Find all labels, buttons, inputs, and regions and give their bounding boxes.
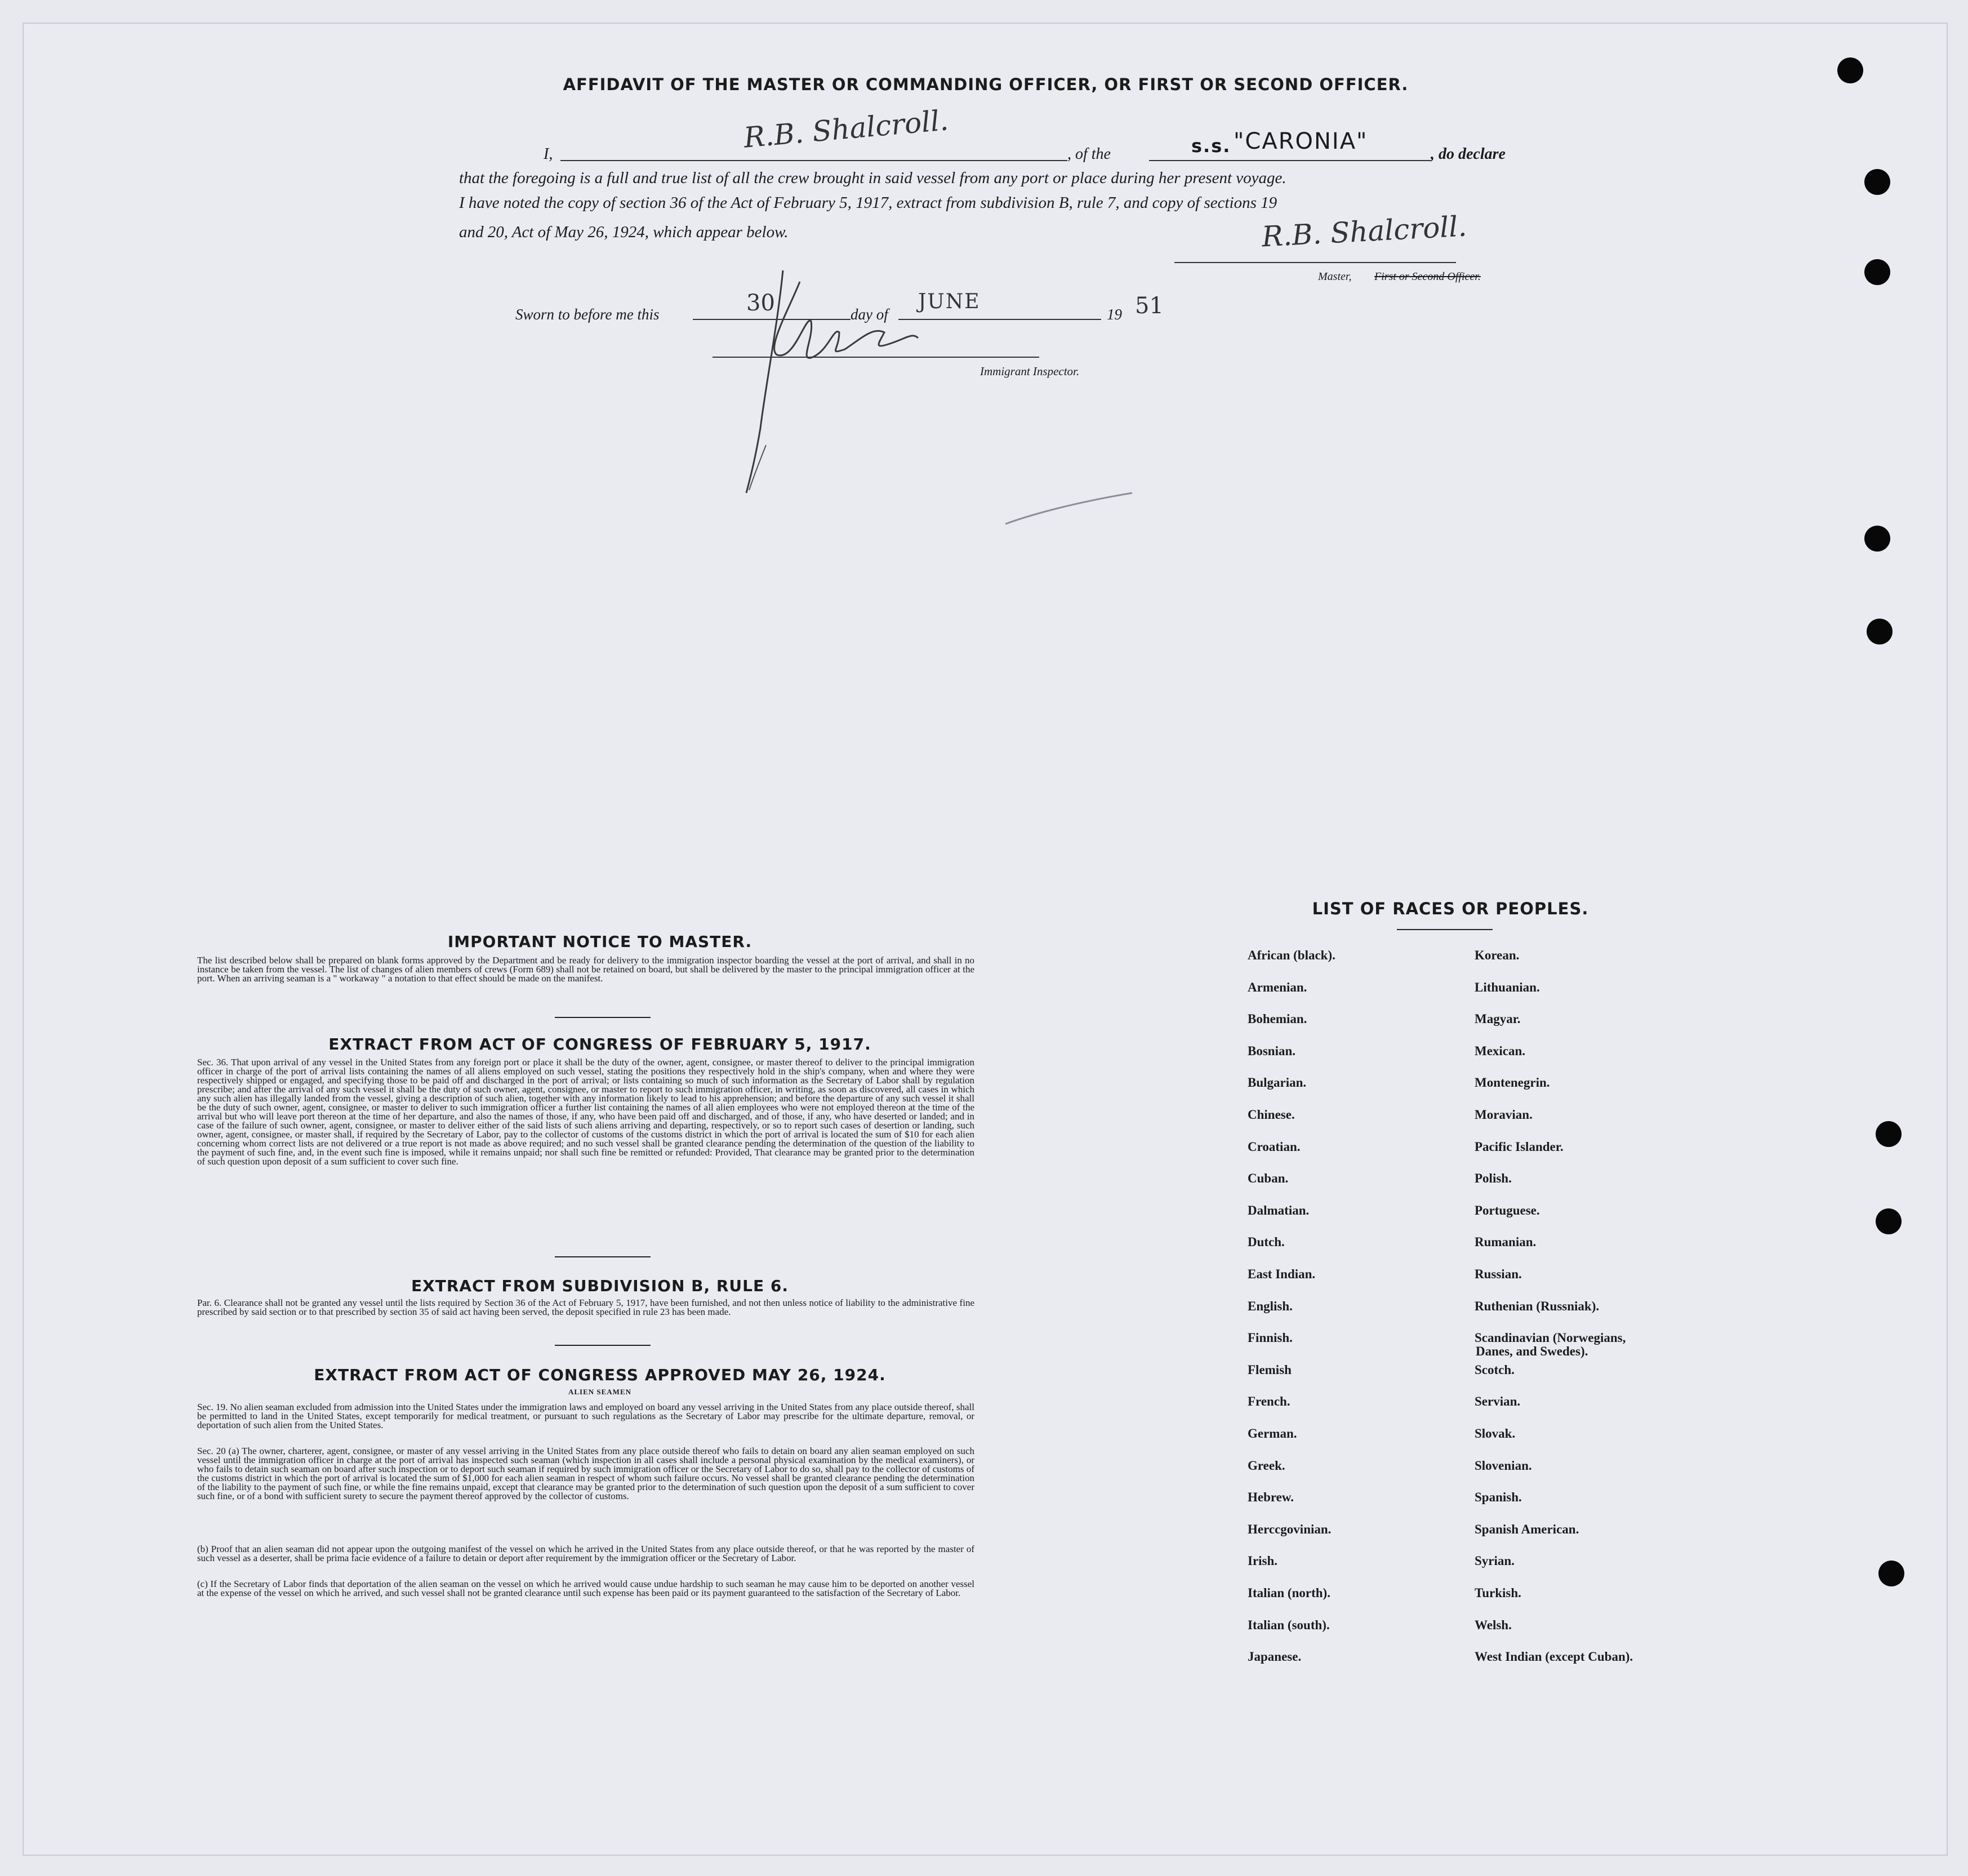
master-label: Master, [1318, 270, 1352, 283]
race-item: West Indian (except Cuban). [1475, 1650, 1633, 1664]
race-item: Moravian. [1475, 1108, 1533, 1122]
master-name-line [560, 160, 1067, 161]
race-item: Dutch. [1248, 1235, 1285, 1249]
race-item: Magyar. [1475, 1012, 1521, 1026]
inspector-label: Immigrant Inspector. [980, 364, 1080, 378]
races-divider [1397, 929, 1493, 930]
race-item: Servian. [1475, 1394, 1521, 1408]
punch-hole-icon [1867, 619, 1893, 644]
race-item: Korean. [1475, 948, 1520, 962]
race-item: Slovak. [1475, 1426, 1516, 1441]
race-item: Finnish. [1248, 1331, 1293, 1345]
master-signature-line [1174, 262, 1456, 263]
pencil-stroke [1003, 490, 1138, 530]
race-item: Bohemian. [1248, 1012, 1307, 1026]
punch-hole-icon [1878, 1561, 1904, 1586]
race-item: German. [1248, 1426, 1297, 1441]
race-item: Montenegrin. [1475, 1075, 1550, 1090]
vessel-name: "CARONIA" [1234, 128, 1368, 154]
race-item: Spanish American. [1475, 1522, 1579, 1536]
affidavit-title: AFFIDAVIT OF THE MASTER OR COMMANDING OFFICER, OR FIRST OR SECOND OFFICER. [563, 75, 1409, 94]
race-item: Lithuanian. [1475, 980, 1540, 994]
race-item: Japanese. [1248, 1650, 1302, 1664]
race-item: Syrian. [1475, 1554, 1515, 1568]
race-item: Italian (north). [1248, 1586, 1330, 1600]
section-divider [555, 1256, 651, 1257]
race-item: East Indian. [1248, 1267, 1316, 1281]
race-item: French. [1248, 1394, 1290, 1408]
race-item: Spanish. [1475, 1490, 1522, 1504]
day-of-label: day of [851, 306, 888, 323]
officer-struck-label: First or Second Officer. [1374, 270, 1481, 283]
sworn-label: Sworn to before me this [515, 306, 660, 323]
punch-hole-icon [1837, 57, 1863, 83]
year-value: 51 [1135, 293, 1164, 319]
extract-1924-title: EXTRACT FROM ACT OF CONGRESS APPROVED MAY 26, 1924. [314, 1366, 886, 1384]
of-the-label: , of the [1067, 145, 1111, 163]
race-item: Russian. [1475, 1267, 1522, 1281]
race-item: Irish. [1248, 1554, 1278, 1568]
extract-1917-body: Sec. 36. That upon arrival of any vessel in the United States from any foreign port or place it shall be the duty of the owner, agent, consignee, or master thereof to deliver to the principal immigration officer in charge of the port of arrival lists containing the names of all aliens employed on such vessel, stating the positions they respectively hold in the ship's company, when and where they were respectively shipped or engaged, and specifying those to be paid off and discharged in the port of arrival; or lists containing so much of such information as the Secretary of Labor shall by regulation prescribe; and after the arrival of any such vessel it shall be the duty of such owner, agent, consignee, or master to report to such immigration officer, in writing, as soon as discovered, all cases in which any such alien has illegally landed from the vessel, giving a description of such alien, together with any information likely to lead to his apprehension; and before the departure of any such vessel it shall be the duty of such owner, agent, consignee, or master to deliver to such immigration officer a further list containing the names of all alien employees who were not employed thereon at the time of the arrival but who will leave port thereon at the time of her departure, and also the names of those, if any, who have been paid off and discharged, and of those, if any, who have deserted or landed; and in case of the failure of such owner, agent, consignee, or master to deliver either of the said lists of such aliens arriving and departing, respectively, or so to report such cases of desertion or landing, such owner, agent, consignee, or master shall, if required by the Secretary of Labor, pay to the collector of customs of the customs district in which the port of arrival is located the sum of $10 for each alien concerning whom correct lists are not delivered or a true report is not made as above required; and no such vessel shall be granted clearance pending the determination of the question of the liability to the payment of such fine, and, in the event such fine is imposed, while it remains unpaid; nor shall such fine be remitted or refunded: Provided, That clearance may be granted prior to the determination of such question upon deposit of a sum sufficient to cover such fine. [197, 1057, 974, 1167]
race-item: Italian (south). [1248, 1618, 1330, 1632]
race-item: Scotch. [1475, 1363, 1515, 1377]
sec-20b-body: (b) Proof that an alien seaman did not appear upon the outgoing manifest of the vessel on which he arrived in the United States from any place outside thereof, or that he was reported by the master of such vessel as a deserter, shall be prima facie evidence of a failure to detain or deport after requirement by the immigration officer or the Secretary of Labor. [197, 1544, 974, 1563]
extract-1917-title: EXTRACT FROM ACT OF CONGRESS OF FEBRUARY 5, 1917. [328, 1035, 871, 1053]
race-item: Ruthenian (Russniak). [1475, 1299, 1600, 1313]
race-item: Bulgarian. [1248, 1075, 1307, 1090]
race-item: Turkish. [1475, 1586, 1521, 1600]
year-prefix: 19 [1107, 306, 1122, 323]
master-name-signature: R.B. Shalcroll. [742, 104, 950, 154]
affidavit-line-1: that the foregoing is a full and true list of all the crew brought in said vessel from any port or place during her present voyage. [459, 169, 1286, 187]
race-item: Croatian. [1248, 1140, 1301, 1154]
vessel-prefix: s.s. [1191, 135, 1231, 157]
sec-19-body: Sec. 19. No alien seaman excluded from admission into the United States under the immigration laws and employed on board any vessel arriving in the United States from any place outside thereof, shall be permitted to land in the United States, except temporarily for medical treatment, or pursuant to such regulations as the Secretary of Labor may prescribe for the ultimate departure, removal, or deportation of such alien from the United States. [197, 1402, 974, 1430]
sec-20a-body: Sec. 20 (a) The owner, charterer, agent, consignee, or master of any vessel arriving in the United States from any place outside thereof who fails to detain on board any alien seaman employed on such vessel until the immigration officer in charge at the port of arrival has inspected such seaman (which inspection in all cases shall include a personal physical examination by the medical examiners), or who fails to detain such seaman on board after such inspection or to deport such seaman if required by such immigration officer or the Secretary of Labor to do so, shall pay to the collector of customs of the customs district in which the port of arrival is located the sum of $1,000 for each alien seaman in respect of whom such failure occurs. No vessel shall be granted clearance pending the determination of the liability to the payment of such fine, or while the fine remains unpaid, except that clearance may be granted prior to the determination of such question upon the deposit of a sum sufficient to cover such fine, or of a bond with sufficient surety to secure the payment thereof approved by the collector of customs. [197, 1446, 974, 1501]
section-divider [555, 1017, 651, 1018]
day-value: 30 [746, 290, 775, 316]
subdivision-b-title: EXTRACT FROM SUBDIVISION B, RULE 6. [411, 1277, 789, 1295]
race-item: Herccgovinian. [1248, 1522, 1332, 1536]
affidavit-line-2: I have noted the copy of section 36 of the Act of February 5, 1917, extract from subdivision B, rule 7, and copy of sections 19 [459, 194, 1277, 212]
notice-body: The list described below shall be prepared on blank forms approved by the Department and be ready for delivery to the immigration inspector boarding the vessel at the port of arrival, and shall in no instance be taken from the vessel. The list of changes of alien members of crews (Form 689) shall not be retained on board, but shall be delivered by the master to the principal immigration officer at the port. When an arriving seaman is a " workaway " a notation to that effect should be made on the manifest. [197, 955, 974, 984]
master-signature: R.B. Shalcroll. [1261, 210, 1468, 254]
race-item: Mexican. [1475, 1044, 1526, 1058]
race-item: Flemish [1248, 1363, 1292, 1377]
vessel-name-line [1149, 160, 1431, 161]
month-value: JUNE [918, 290, 981, 313]
race-item: Chinese. [1248, 1108, 1295, 1122]
punch-hole-icon [1864, 169, 1890, 195]
punch-hole-icon [1876, 1121, 1902, 1147]
race-item: Cuban. [1248, 1171, 1289, 1185]
alien-seamen-subtitle: ALIEN SEAMEN [568, 1388, 632, 1396]
race-item: Armenian. [1248, 980, 1307, 994]
punch-hole-icon [1864, 259, 1890, 285]
race-item: Rumanian. [1475, 1235, 1537, 1249]
race-item: Bosnian. [1248, 1044, 1296, 1058]
race-item-continuation: Danes, and Swedes). [1476, 1344, 1588, 1358]
race-item: Polish. [1475, 1171, 1512, 1185]
section-divider [555, 1345, 651, 1346]
sec-20c-body: (c) If the Secretary of Labor finds that deportation of the alien seaman on the vessel on which he arrived would cause undue hardship to such seaman he may cause him to be deported on another vessel at the expense of the vessel on which he arrived, and such vessel shall not be granted clearance until such expense has been paid or its payment guaranteed to the satisfaction of the Secretary of Labor. [197, 1579, 974, 1598]
race-item: Portuguese. [1475, 1203, 1540, 1217]
notice-title: IMPORTANT NOTICE TO MASTER. [447, 932, 753, 951]
punch-hole-icon [1864, 526, 1890, 552]
subdivision-b-body: Par. 6. Clearance shall not be granted any vessel until the lists required by Section 36 of the Act of February 5, 1917, have been furnished, and not then unless notice of liability to the administrative fine prescribed by said section or to that prescribed by section 35 of said act having been served, the deposit specified in rule 23 has been made. [197, 1297, 974, 1317]
do-declare-label: , do declare [1431, 145, 1506, 163]
affidavit-i-label: I, [544, 145, 553, 163]
affidavit-line-3: and 20, Act of May 26, 1924, which appear below. [459, 223, 789, 241]
race-item: African (black). [1248, 948, 1335, 962]
race-item: Dalmatian. [1248, 1203, 1310, 1217]
race-item: Slovenian. [1475, 1459, 1532, 1473]
race-item: English. [1248, 1299, 1293, 1313]
race-item: Hebrew. [1248, 1490, 1294, 1504]
race-item: Greek. [1248, 1459, 1285, 1473]
races-title: LIST OF RACES OR PEOPLES. [1312, 899, 1589, 918]
inspector-signature-graphic [693, 259, 986, 496]
race-item: Pacific Islander. [1475, 1140, 1564, 1154]
punch-hole-icon [1876, 1208, 1902, 1234]
race-item: Welsh. [1475, 1618, 1512, 1632]
race-item: Scandinavian (Norwegians, [1475, 1331, 1626, 1345]
